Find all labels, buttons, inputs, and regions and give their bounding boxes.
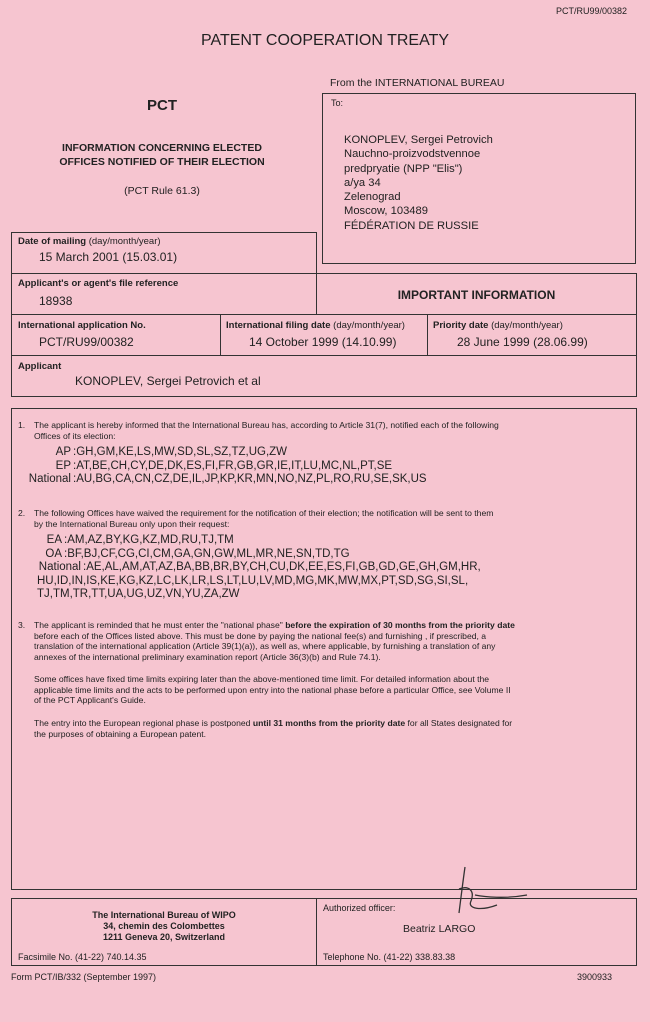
addressee-line: predpryatie (NPP "Elis") bbox=[344, 162, 463, 175]
applicant-box bbox=[11, 355, 637, 397]
office-group-codes: :AE,AL,AM,AT,AZ,BA,BB,BR,BY,CH,CU,DK,EE,ES,FI,GB,GD,GE,GH,GM,HR, bbox=[83, 561, 481, 573]
file-reference-box bbox=[11, 273, 317, 315]
addressee-line: FÉDÉRATION DE RUSSIE bbox=[344, 219, 479, 232]
wipo-address-box bbox=[11, 898, 317, 966]
priority-date-value: 28 June 1999 (28.06.99) bbox=[457, 335, 588, 349]
wipo-address bbox=[12, 910, 316, 943]
important-information: IMPORTANT INFORMATION bbox=[397, 288, 556, 302]
filing-date-box bbox=[220, 314, 428, 356]
office-group-row bbox=[18, 575, 481, 589]
addressee-line: Zelenograd bbox=[344, 191, 401, 204]
section-2-text bbox=[34, 508, 630, 529]
pct-heading: PCT bbox=[147, 97, 177, 114]
addressee-line: a/ya 34 bbox=[344, 176, 381, 189]
authorized-officer-name: Beatriz LARGO bbox=[403, 923, 476, 935]
office-group-key: AP bbox=[55, 446, 71, 458]
priority-date-box bbox=[427, 314, 637, 356]
applicant-value: KONOPLEV, Sergei Petrovich et al bbox=[75, 374, 261, 388]
section-3-text-line: The entry into the European regional phase is postponed until 31 months from the priority date for all States designated for bbox=[34, 718, 513, 728]
international-application-label: International application No. bbox=[18, 320, 146, 331]
section-3-text-line: The applicant is reminded that he must enter the "national phase" before the expiration of 30 months from the priority date bbox=[34, 620, 515, 630]
wipo-address-line: 1211 Geneva 20, Switzerland bbox=[102, 932, 226, 942]
section-3-text-line: Some offices have fixed time limits expiring later than the above-mentioned time limit. For detailed information about the bbox=[34, 674, 490, 684]
office-group-codes: :BF,BJ,CF,CG,CI,CM,GA,GN,GW,ML,MR,NE,SN,TD,TG bbox=[64, 547, 350, 560]
officer-signature-icon bbox=[445, 863, 545, 923]
office-group-row bbox=[27, 446, 427, 460]
file-reference-label: Applicant's or agent's file reference bbox=[18, 278, 179, 289]
section-1-text bbox=[34, 420, 630, 441]
addressee-line: Nauchno-proizvodstvennoe bbox=[344, 148, 481, 161]
office-group-key: EP bbox=[55, 459, 71, 472]
office-group-codes: HU,ID,IN,IS,KE,KG,KZ,LC,LK,LR,LS,LT,LU,LV,MD,MG,MK,MW,MX,PT,SD,SG,SI,SL, bbox=[37, 574, 469, 587]
addressee-line: KONOPLEV, Sergei Petrovich bbox=[344, 134, 493, 146]
applicant-label: Applicant bbox=[18, 361, 62, 372]
authorized-officer-label: Authorized officer: bbox=[323, 903, 396, 913]
date-of-mailing-box bbox=[11, 232, 317, 274]
office-group-row bbox=[18, 588, 481, 602]
office-group-row bbox=[27, 473, 427, 487]
section-3-text-line: of the PCT Applicant's Guide. bbox=[34, 695, 146, 705]
section-2-text-line: The following Offices have waived the requirement for the notification of their election; the notification will be sent to them bbox=[34, 508, 494, 518]
form-heading-line2: OFFICES NOTIFIED OF THEIR ELECTION bbox=[59, 156, 265, 168]
wipo-address-line: 34, chemin des Colombettes bbox=[103, 921, 225, 931]
section-1-number: 1. bbox=[18, 420, 26, 430]
section-3-text-line: before each of the Offices listed above. This must be done by paying the national fee(s) and furnishing , if prescribed, a bbox=[34, 630, 487, 641]
facsimile-number: Facsimile No. (41-22) 740.14.35 bbox=[18, 952, 147, 962]
reference-number-top: PCT/RU99/00382 bbox=[556, 6, 628, 16]
section-1-text-line: Offices of its election: bbox=[34, 430, 116, 441]
priority-date-label: Priority date (day/month/year) bbox=[433, 320, 563, 331]
office-group-key: OA bbox=[45, 547, 62, 560]
filing-date-value: 14 October 1999 (14.10.99) bbox=[249, 335, 397, 349]
international-application-box bbox=[11, 314, 221, 356]
international-application-value: PCT/RU99/00382 bbox=[39, 335, 134, 349]
section-3-text-line: the purposes of obtaining a European patent. bbox=[34, 728, 207, 739]
wipo-address-line: The International Bureau of WIPO bbox=[92, 910, 236, 920]
addressee-line: Moscow, 103489 bbox=[344, 205, 428, 218]
office-group-row bbox=[27, 460, 427, 474]
office-group-key: National bbox=[28, 473, 71, 485]
date-of-mailing-label: Date of mailing (day/month/year) bbox=[18, 236, 161, 247]
addressee-box bbox=[322, 93, 636, 264]
section-3-text bbox=[34, 620, 632, 662]
section-2-text-line: by the International Bureau only upon their request: bbox=[34, 518, 230, 529]
addressee-lines bbox=[344, 133, 493, 233]
office-group-row bbox=[18, 561, 481, 575]
from-label: From the INTERNATIONAL BUREAU bbox=[330, 77, 505, 89]
important-information-box bbox=[316, 273, 637, 315]
office-group-row bbox=[18, 548, 481, 562]
date-of-mailing-value: 15 March 2001 (15.03.01) bbox=[39, 250, 178, 264]
section-3-text-line: translation of the international application (Article 39(1)(a)), as well as, where applicable, by furnishing a translation of any bbox=[34, 641, 496, 651]
form-identifier: Form PCT/IB/332 (September 1997) bbox=[11, 972, 157, 982]
office-group-codes: :GH,GM,KE,LS,MW,SD,SL,SZ,TZ,UG,ZW bbox=[73, 446, 288, 458]
form-heading-line1: INFORMATION CONCERNING ELECTED bbox=[62, 142, 262, 154]
section-3-paragraph-3 bbox=[34, 718, 632, 739]
office-group-row bbox=[18, 534, 481, 548]
authorized-officer-box bbox=[316, 898, 637, 966]
document-code: 3900933 bbox=[577, 972, 613, 982]
office-group-codes: :AU,BG,CA,CN,CZ,DE,IL,JP,KP,KR,MN,NO,NZ,PL,RO,RU,SE,SK,US bbox=[73, 473, 427, 485]
section-2-offices bbox=[18, 534, 481, 602]
to-label: To: bbox=[331, 98, 344, 108]
section-2-number: 2. bbox=[18, 508, 26, 518]
section-3-number: 3. bbox=[18, 620, 26, 630]
file-reference-value: 18938 bbox=[39, 294, 73, 308]
section-3-text-line: applicable time limits and the acts to be performed upon entry into the national phase before a particular Office, see Volume II bbox=[34, 684, 511, 695]
section-1-offices bbox=[27, 446, 427, 487]
section-3-text-line: annexes of the international preliminary examination report (Article 36(3)(b) and Rule 74.1). bbox=[34, 651, 381, 662]
office-group-codes: :AT,BE,CH,CY,DE,DK,ES,FI,FR,GB,GR,IE,IT,LU,MC,NL,PT,SE bbox=[73, 459, 393, 472]
telephone-number: Telephone No. (41-22) 338.83.38 bbox=[323, 952, 456, 962]
document-title: PATENT COOPERATION TREATY bbox=[200, 32, 450, 49]
office-group-key: National bbox=[38, 561, 81, 573]
filing-date-label: International filing date (day/month/year) bbox=[226, 320, 405, 331]
office-group-key: EA bbox=[46, 534, 62, 546]
office-group-codes: :AM,AZ,BY,KG,KZ,MD,RU,TJ,TM bbox=[64, 534, 234, 546]
office-group-codes: TJ,TM,TR,TT,UA,UG,UZ,VN,YU,ZA,ZW bbox=[37, 588, 240, 600]
section-1-text-line: The applicant is hereby informed that the International Bureau has, according to Article 31(7), notified each of the following bbox=[34, 420, 499, 430]
rule-reference: (PCT Rule 61.3) bbox=[124, 185, 200, 197]
section-3-paragraph-2 bbox=[34, 674, 632, 706]
form-heading bbox=[12, 141, 312, 169]
